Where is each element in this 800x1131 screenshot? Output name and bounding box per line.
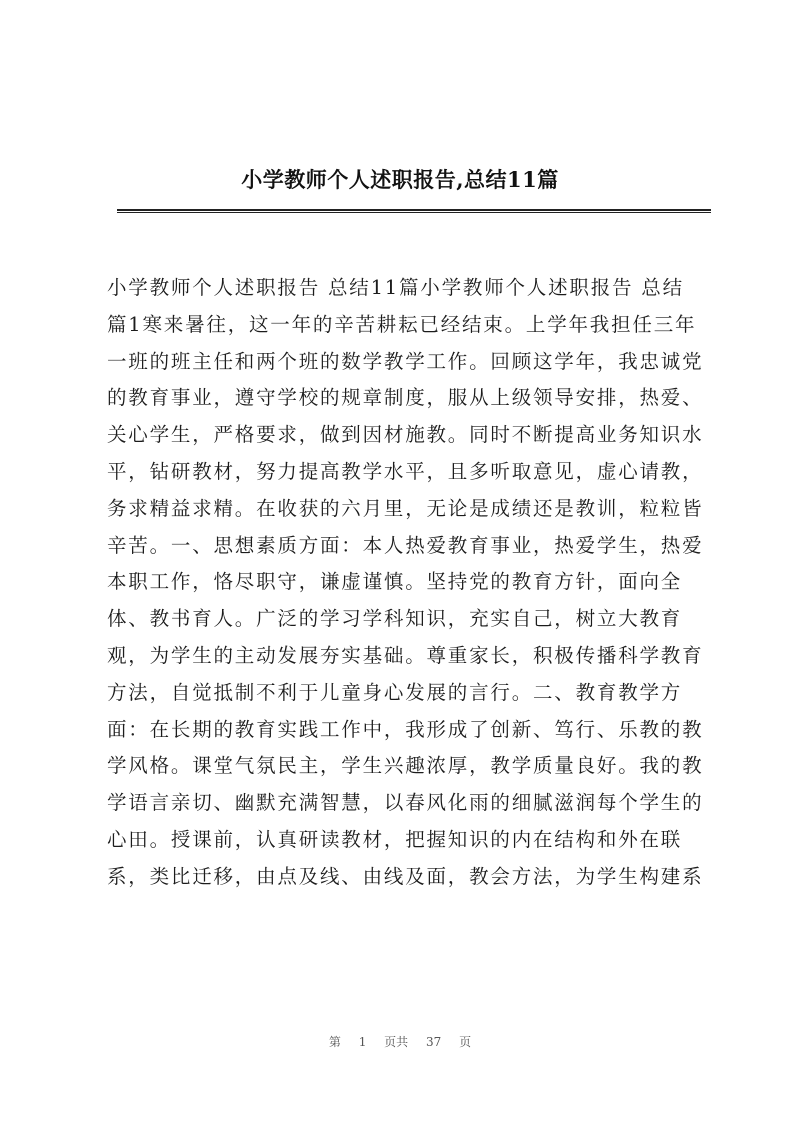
body-line: 观，为学生的主动发展夯实基础。尊重家长，积极传播科学教育 <box>107 643 704 667</box>
footer-label-of: 页共 <box>384 1035 409 1049</box>
body-line: 体、教书育人。广泛的学习学科知识，充实自己，树立大教育 <box>107 607 683 631</box>
page-footer <box>0 1033 800 1050</box>
body-line: 务求精益求精。在收获的六月里，无论是成绩还是教训，粒粒皆 <box>107 496 704 520</box>
body-line: 方法，自觉抵制不利于儿童身心发展的言行。二、教育教学方 <box>107 680 683 704</box>
body-line: 关心学生，严格要求，做到因材施教。同时不断提高业务知识水 <box>107 423 704 447</box>
body-line: 心田。授课前，认真研读教材，把握知识的内在结构和外在联 <box>107 827 683 851</box>
body-line: 一班的班主任和两个班的数学教学工作。回顾这学年，我忠诚党 <box>107 349 704 373</box>
title-divider <box>117 209 711 213</box>
body-line: 系，类比迁移，由点及线、由线及面，教会方法，为学生构建系 <box>107 864 704 888</box>
body-line: 面：在长期的教育实践工作中，我形成了创新、笃行、乐教的教 <box>107 717 704 741</box>
body-line: 学语言亲切、幽默充满智慧，以春风化雨的细腻滋润每个学生的 <box>107 791 704 815</box>
footer-total-pages: 37 <box>426 1035 442 1049</box>
body-line: 辛苦。一、思想素质方面：本人热爱教育事业，热爱学生，热爱 <box>107 533 704 557</box>
body-line: 的教育事业，遵守学校的规章制度，服从上级领导安排，热爱、 <box>107 386 704 410</box>
document-body <box>107 270 707 896</box>
body-line: 本职工作，恪尽职守，谦虚谨慎。坚持党的教育方针，面向全 <box>107 570 683 594</box>
body-line: 小学教师个人述职报告 总结11篇小学教师个人述职报告 总结 <box>107 276 684 299</box>
body-line: 篇1寒来暑往，这一年的辛苦耕耘已经结束。上学年我担任三年 <box>107 312 697 336</box>
body-line: 平，钻研教材，努力提高教学水平，且多听取意见，虚心请教， <box>107 459 704 483</box>
document-title: 小学教师个人述职报告,总结11篇 <box>241 167 559 192</box>
footer-label-pages: 页 <box>459 1035 472 1049</box>
footer-label-page: 第 <box>328 1035 341 1049</box>
footer-current-page: 1 <box>358 1035 367 1049</box>
body-line: 学风格。课堂气氛民主，学生兴趣浓厚，教学质量良好。我的教 <box>107 754 704 778</box>
